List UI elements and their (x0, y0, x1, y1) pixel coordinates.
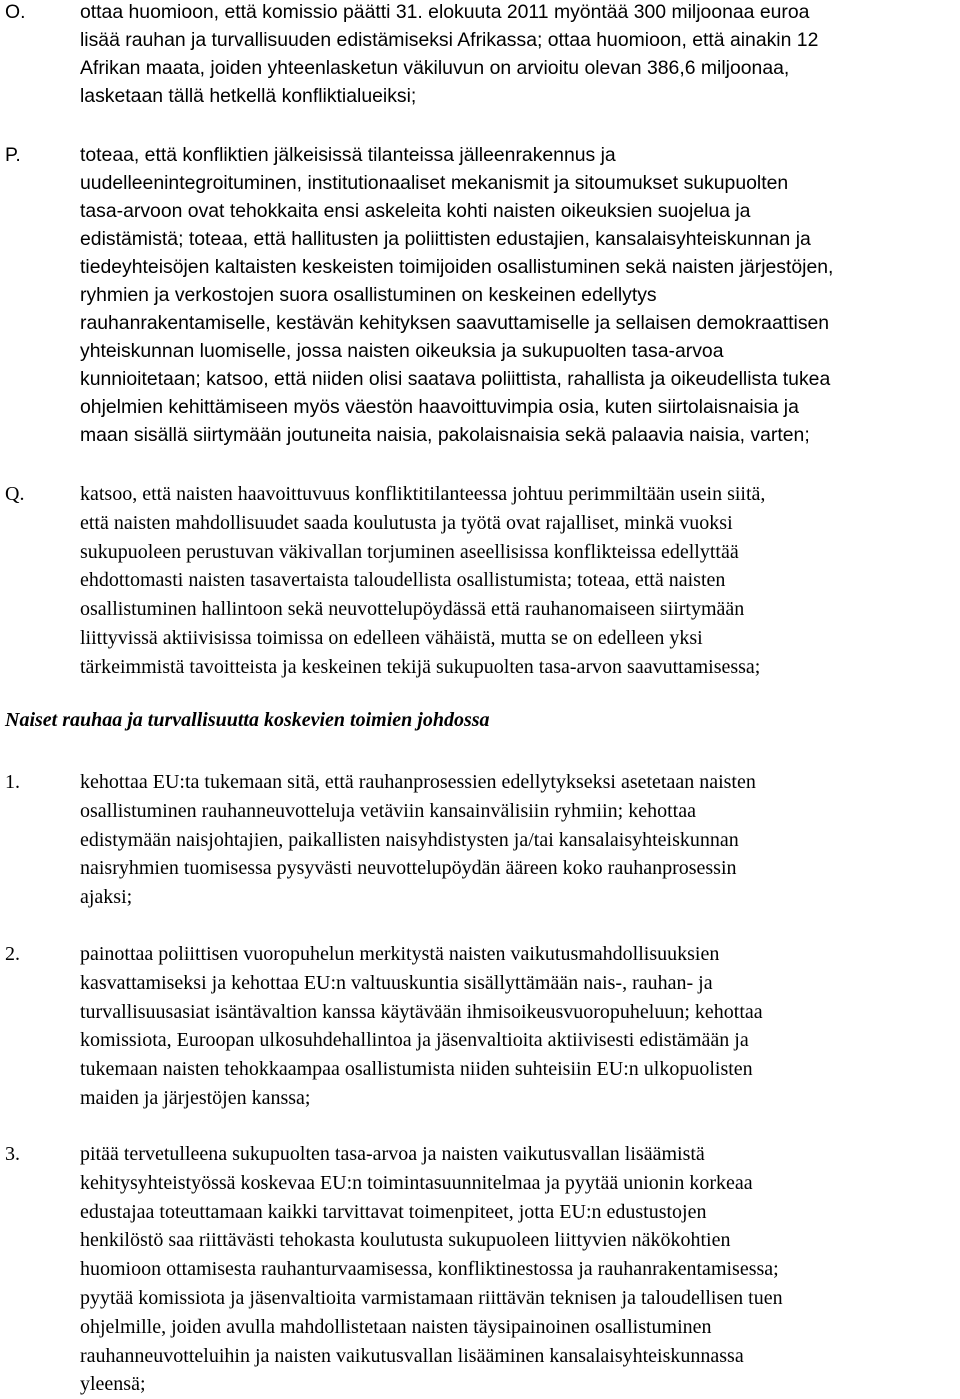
item-text: katsoo, että naisten haavoittuvuus konfliktitilanteessa johtuu perimmiltään usein siitä, että naisten mahdollisuudet saada koulutusta ja työtä ovat rajalliset, minkä vuoksi sukupuoleen perustuvan väkivallan torjuminen aseellisissa konflikteissa edellyttää ehdottomasti naisten tasavertaista taloudellista osallistumista; toteaa, että naisten osallistuminen hallintoon sekä neuvottelupöydässä että rauhanomaiseen siirtymään liittyvissä aktiivisissa toimissa on edelleen vähäistä, mutta se on edelleen yksi tärkeimmistä tavoitteista ja keskeinen tekijä sukupuolten tasa-arvon saavuttamisessa; (80, 483, 766, 678)
item-text: pitää tervetulleena sukupuolten tasa-arvoa ja naisten vaikutusvallan lisäämistä kehitysyhteistyössä koskevaa EU:n toimintasuunnitelmaa ja pyytää unionin korkeaa edustajaa toteuttamaan kaikki tarvittavat toimenpiteet, jotta EU:n edustustojen henkilöstö saa riittävästi tehokasta koulutusta sukupuoleen liittyvien näkökohtien huomioon ottamisesta rauhanturvaamisessa, konfliktinestossa ja rauhanrakentamisessa; pyytää komissiota ja jäsenvaltioita varmistamaan riittävän teknisen ja taloudellisen tuen ohjelmille, joiden avulla mahdollistetaan naisten täysipainoinen osallistuminen rauhanneuvotteluihin ja naisten vaikutusvallan lisääminen kansalaisyhteiskunnassa yleensä; (80, 1143, 783, 1396)
item-text: toteaa, että konfliktien jälkeisissä tilanteissa jälleenrakennus ja uudelleenintegroituminen, institutionaaliset mekanismit ja sitoumukset sukupuolten tasa-arvoon ovat tehokkaita ensi askeleita kohti naisten oikeuksien suojelua ja edistämistä; toteaa, että hallitusten ja poliittisten edustajien, kansalaisyhteiskunnan ja tiedeyhteisöjen kaltaisten keskeisten toimijoiden osallistuminen sekä naisten järjestöjen, ryhmien ja verkostojen suora osallistuminen on keskeinen edellytys rauhanrakentamiselle, kestävän kehityksen saavuttamiselle ja sellaisen demokraattisen yhteiskunnan luomiselle, jossa naisten oikeuksia ja sukupuolten tasa-arvoa kunnioitetaan; katsoo, että niiden olisi saatava poliittista, rahallista ja oikeudellista tukea ohjelmien kehittämiseen myös väestön haavoittuvimpia osia, kuten siirtolaisnaisia ja maan sisällä siirtymään joutuneita naisia, pakolaisnaisia sekä palaavia naisia, varten; (80, 144, 834, 446)
item-marker: 2. (5, 943, 20, 965)
item-marker: Q. (5, 483, 25, 505)
item-text: ottaa huomioon, että komissio päätti 31. elokuuta 2011 myöntää 300 miljoonaa euroa lisää rauhan ja turvallisuuden edistämiseksi Afrikassa; ottaa huomioon, että ainakin 12 Afrikan maata, joiden yhteenlasketun väkiluvun on arvioitu olevan 386,6 miljoonaa, lasketaan tällä hetkellä konfliktialueiksi; (80, 1, 819, 107)
item-marker: 1. (5, 771, 20, 793)
item-marker: O. (5, 1, 26, 23)
item-text: kehottaa EU:ta tukemaan sitä, että rauhanprosessien edellytykseksi asetetaan naisten osallistuminen rauhanneuvotteluja vetäviin kansainvälisiin ryhmiin; kehottaa edistymään naisjohtajien, paikallisten naisyhdistysten ja/tai kansalaisyhteiskunnan naisryhmien tuomisessa pysyvästi neuvottelupöydän ääreen koko rauhanprosessin ajaksi; (80, 771, 756, 909)
section-heading: Naiset rauhaa ja turvallisuutta koskevien toimien johdossa (5, 709, 490, 731)
item-text: painottaa poliittisen vuoropuhelun merkitystä naisten vaikutusmahdollisuuksien kasvattamiseksi ja kehottaa EU:n valtuuskuntia sisällyttämään nais-, rauhan- ja turvallisuusasiat isäntävaltion kanssa käytävään ihmisoikeusvuoropuheluun; kehottaa komissiota, Euroopan ulkosuhdehallintoa ja jäsenvaltioita aktiivisesti edistämään ja tukemaan naisten tehokkaampaa osallistumista niiden suhteisiin EU:n ulkopuolisten maiden ja järjestöjen kanssa; (80, 943, 763, 1109)
item-marker: 3. (5, 1143, 20, 1165)
item-marker: P. (5, 144, 21, 166)
